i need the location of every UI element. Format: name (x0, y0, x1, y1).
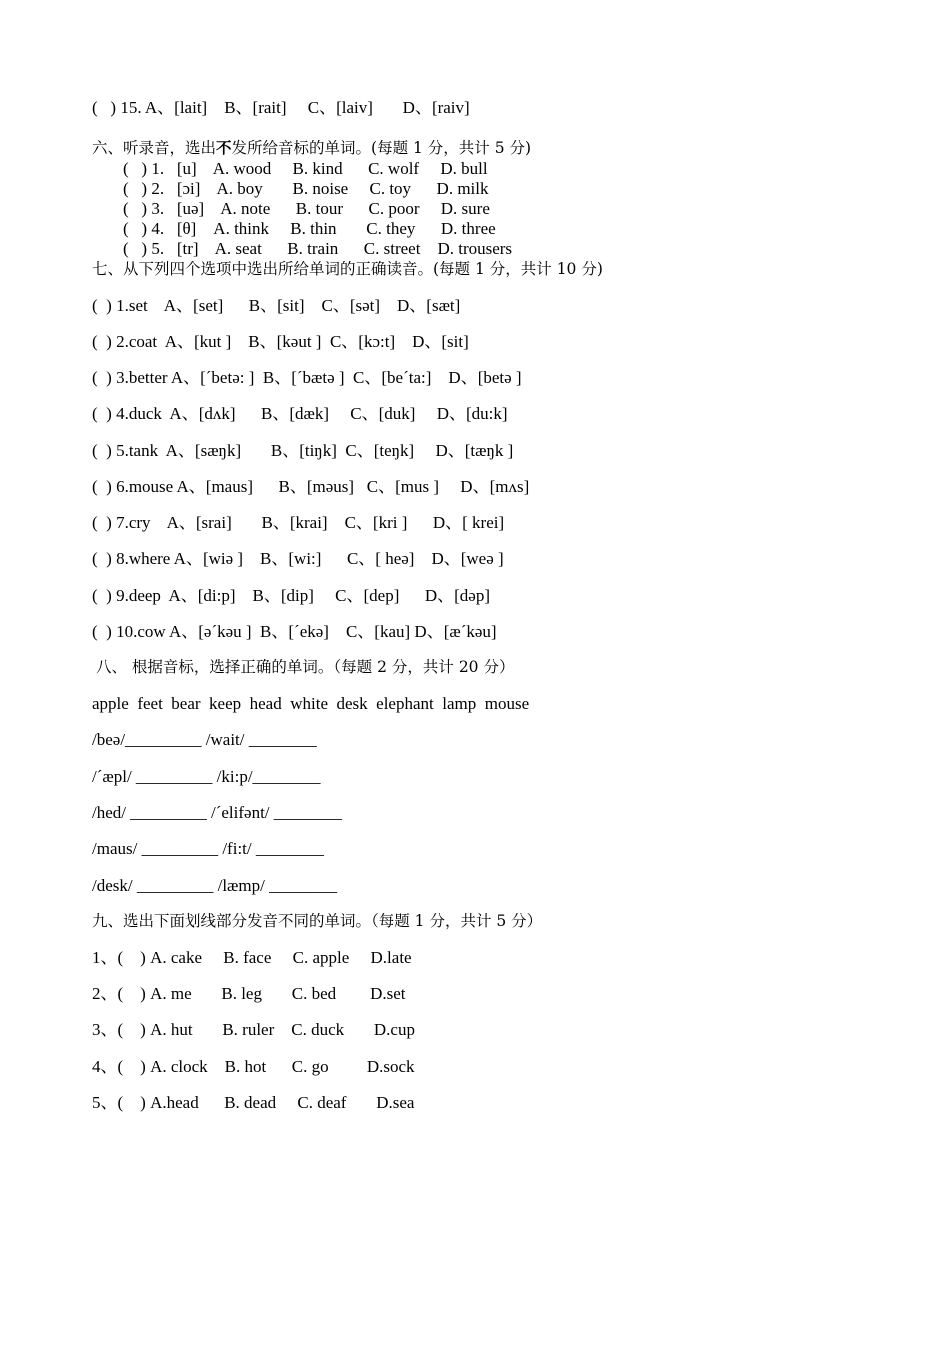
section-8-item: /desk/ _________ /læmp/ ________ (92, 876, 338, 895)
section-6-item: ( ) 1. [u] A. wood B. kind C. wolf D. bull (123, 159, 488, 178)
section-6-item: ( ) 3. [uə] A. note B. tour C. poor D. sure (123, 199, 490, 218)
section-9-item: 1、( ) A. cake B. face C. apple D.late (92, 948, 412, 967)
section-7-item: ( ) 9.deep A、[di:p] B、[dip] C、[dep] D、[dəp] (92, 586, 491, 605)
section-7-heading: 七、从下列四个选项中选出所给单词的正确读音。(每题 1 分，共计 10 分) (92, 260, 603, 278)
section-8-word-bank: apple feet bear keep head white desk elephant lamp mouse (92, 694, 530, 713)
section-9-item: 5、( ) A.head B. dead C. deaf D.sea (92, 1093, 415, 1112)
section-9-item: 2、( ) A. me B. leg C. bed D.set (92, 984, 406, 1003)
section-7-item: ( ) 10.cow A、[əˊkəu ] B、[ˊekə] C、[kau] D、[æˊkəu] (92, 622, 497, 641)
section-8-item: /maus/ _________ /fi:t/ ________ (92, 839, 324, 858)
q15-line: ( ) 15. A、[lait] B、[rait] C、[laiv] D、[raiv] (92, 98, 470, 117)
section-9-item: 3、( ) A. hut B. ruler C. duck D.cup (92, 1020, 415, 1039)
section-9-item: 4、( ) A. clock B. hot C. go D.sock (92, 1057, 415, 1076)
section-6-item: ( ) 4. [θ] A. think B. thin C. they D. three (123, 219, 496, 238)
section-8-heading: 八、 根据音标，选择正确的单词。（每题 2 分，共计 20 分） (96, 658, 515, 676)
section-9-heading: 九、选出下面划线部分发音不同的单词。（每题 1 分，共计 5 分） (92, 912, 543, 930)
section-7-item: ( ) 4.duck A、[dʌk] B、[dæk] C、[duk] D、[du:k] (92, 404, 508, 423)
section-7-item: ( ) 7.cry A、[srai] B、[krai] C、[kri ] D、[ krei] (92, 513, 505, 532)
section-8-item: /beə/_________ /wait/ ________ (92, 730, 317, 749)
section-7-item: ( ) 8.where A、[wiə ] B、[wi:] C、[ heə] D、[weə ] (92, 549, 504, 568)
section-6-heading: 六、听录音，选出不发所给音标的单词。(每题 1 分，共计 5 分) (92, 138, 532, 157)
section-7-item: ( ) 5.tank A、[sæŋk] B、[tiŋk] C、[teŋk] D、[tæŋk ] (92, 441, 514, 460)
section-7-item: ( ) 1.set A、[set] B、[sit] C、[sət] D、[sæt] (92, 296, 461, 315)
section-8-item: /ˊæpl/ _________ /ki:p/________ (92, 767, 321, 786)
section-6-item: ( ) 2. [ɔi] A. boy B. noise C. toy D. milk (123, 179, 489, 198)
section-8-item: /hed/ _________ /ˊelifənt/ ________ (92, 803, 342, 822)
section-6-item: ( ) 5. [tr] A. seat B. train C. street D. trousers (123, 239, 513, 258)
section-7-item: ( ) 3.better A、[ˊbetə: ] B、[ˊbætə ] C、[beˊta:] D、[betə ] (92, 368, 522, 387)
section-7-item: ( ) 6.mouse A、[maus] B、[məus] C、[mus ] D、[mʌs] (92, 477, 530, 496)
section-7-item: ( ) 2.coat A、[kut ] B、[kəut ] C、[kɔ:t] D、[sit] (92, 332, 469, 351)
